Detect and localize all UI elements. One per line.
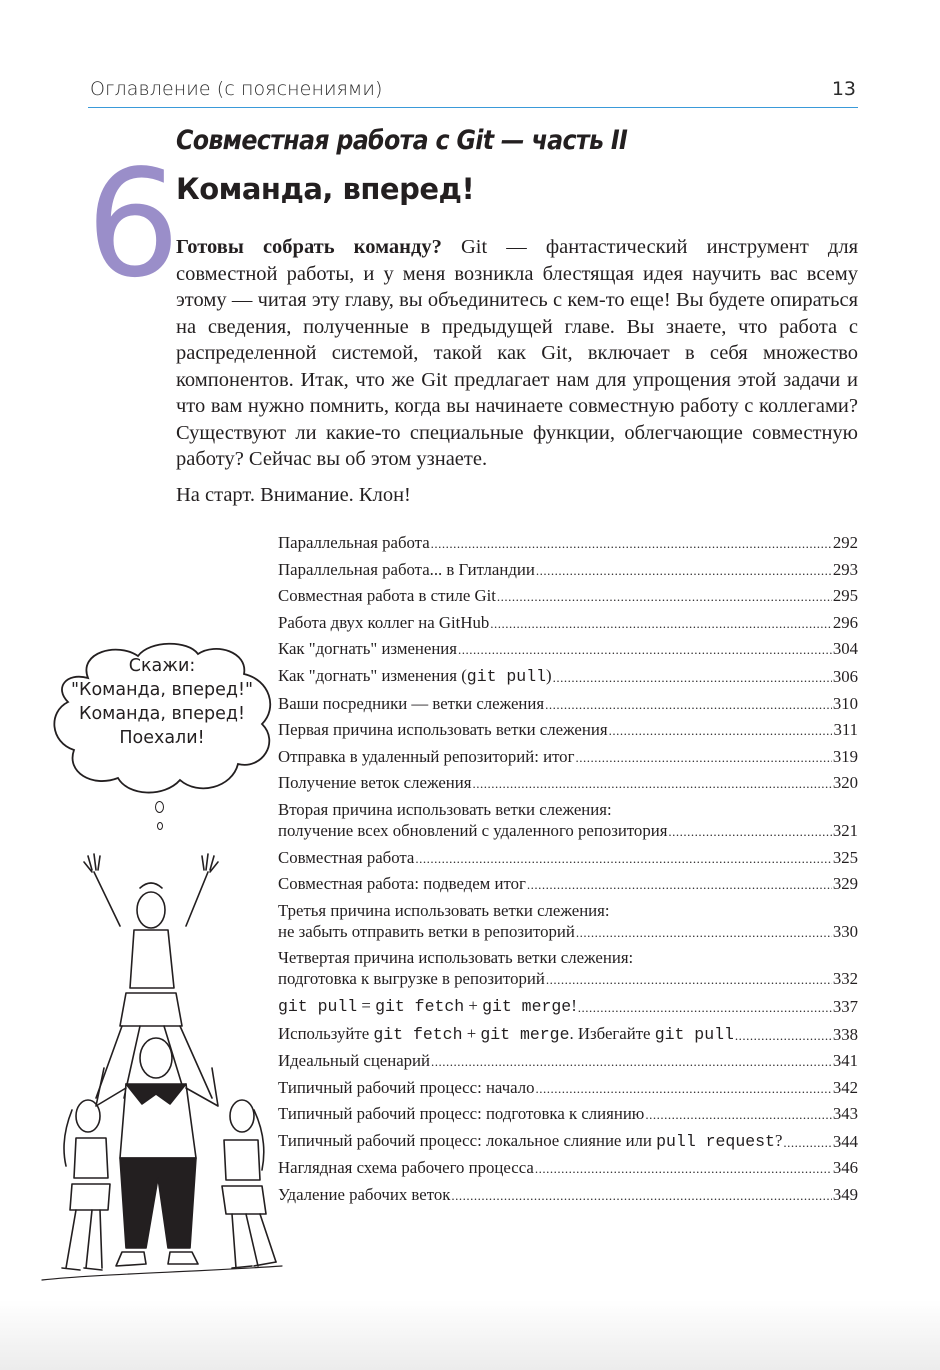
cheerleaders-illustration xyxy=(36,848,286,1288)
toc-entry[interactable] xyxy=(278,1157,858,1178)
thought-dot-icon xyxy=(157,822,163,830)
toc-page-number: 342 xyxy=(832,1077,858,1097)
toc-dot-leader xyxy=(545,696,832,714)
toc-entry-label-line1: Вторая причина использовать ветки слежения: xyxy=(278,799,612,819)
toc-entry-label: Совместная работа: подведем итог xyxy=(278,874,526,894)
toc-entry[interactable] xyxy=(278,1103,858,1124)
toc-entry-label: Как "догнать" изменения xyxy=(278,639,458,659)
toc-entry-label: не забыть отправить ветки в репозиторий xyxy=(278,921,575,941)
toc-dot-leader xyxy=(578,999,832,1017)
toc-entry[interactable] xyxy=(278,1023,858,1045)
toc-entry[interactable] xyxy=(278,1130,858,1152)
bubble-line: Скажи: xyxy=(128,656,196,676)
label-fragment: Используйте xyxy=(278,1023,374,1043)
toc-page-number: 295 xyxy=(832,586,858,606)
page-number: 13 xyxy=(831,78,856,100)
toc-page-number: 332 xyxy=(832,969,858,989)
toc-dot-leader xyxy=(645,1106,831,1124)
toc-dot-leader xyxy=(576,924,832,942)
chapter-title: Команда, вперед! xyxy=(176,172,475,206)
label-fragment: ! xyxy=(571,995,577,1015)
label-fragment: ? xyxy=(774,1130,783,1150)
running-header-title: Оглавление (с пояснениями) xyxy=(90,78,383,100)
toc-entry-label: Удаление рабочих веток xyxy=(278,1185,451,1205)
toc-dot-leader xyxy=(472,775,831,793)
toc-entry-label: Ваши посредники — ветки слежения xyxy=(278,693,545,713)
toc-dot-leader xyxy=(415,850,831,868)
toc-entry[interactable] xyxy=(278,532,858,553)
toc-dot-leader xyxy=(783,1134,831,1152)
chapter-number: 6 xyxy=(86,138,181,310)
toc-entry[interactable] xyxy=(278,799,858,841)
toc-page-number: 293 xyxy=(832,559,858,579)
label-fragment: + xyxy=(462,1023,481,1043)
toc-entry[interactable] xyxy=(278,1077,858,1098)
toc-entry[interactable] xyxy=(278,612,858,633)
toc-entry-label: Работа двух коллег на GitHub xyxy=(278,612,490,632)
toc-entry[interactable] xyxy=(278,947,858,989)
toc-dot-leader xyxy=(497,588,832,606)
toc-entry-label: Первая причина использовать ветки слежения xyxy=(278,720,608,740)
toc-entry-label: Совместная работа в стиле Git xyxy=(278,586,496,606)
intro-body: Git — фантастический инструмент для совместной работы, и у меня возникла блестящая идея научить вас всему этому — читая эту главу, вы объединитесь с кем-то еще! Вы будете опираться на сведения, полученные в предыдущей главе. Вы знаете, что работа с распределенной системой, такой как Git, включает в себя множество компонентов. Итак, что же Git предлагает нам для упрощения этой задачи и что вам нужно помнить, когда вы начинаете совместную работу с коллегами? Существуют ли какие-то специальные функции, облегчающие совместную работу? Сейчас вы об этом узнаете. xyxy=(176,236,858,470)
toc-dot-leader xyxy=(535,1160,832,1178)
toc-dot-leader xyxy=(546,971,832,989)
bubble-line: "Команда, вперед!" xyxy=(70,680,254,700)
toc-entry[interactable] xyxy=(278,772,858,793)
toc-page-number: 338 xyxy=(832,1024,858,1044)
code-fragment: pull request xyxy=(656,1131,775,1151)
toc-dot-leader xyxy=(527,876,832,894)
code-fragment: git merge xyxy=(482,996,572,1016)
label-fragment: = xyxy=(357,995,376,1015)
toc-dot-leader xyxy=(458,641,832,659)
toc-dot-leader xyxy=(536,1080,832,1098)
toc-entry-label-line1: Третья причина использовать ветки слежения: xyxy=(278,900,610,920)
toc-dot-leader xyxy=(490,615,832,633)
toc-page-number: 337 xyxy=(832,996,858,1016)
toc-dot-leader xyxy=(553,669,832,687)
chapter-intro xyxy=(176,234,858,473)
toc-page-number: 325 xyxy=(832,847,858,867)
table-of-contents xyxy=(278,532,858,1211)
label-fragment: Типичный рабочий процесс: локальное слияние или xyxy=(278,1130,657,1150)
code-fragment: git pull xyxy=(278,996,358,1016)
toc-entry-label: Совместная работа xyxy=(278,847,415,867)
toc-page-number: 329 xyxy=(832,874,858,894)
bubble-line: Поехали! xyxy=(119,728,205,748)
toc-entry[interactable] xyxy=(278,559,858,580)
toc-dot-leader xyxy=(431,1053,832,1071)
toc-entry[interactable] xyxy=(278,693,858,714)
label-fragment: + xyxy=(464,995,483,1015)
toc-entry-label xyxy=(278,1023,734,1045)
code-fragment: git fetch xyxy=(373,1024,463,1044)
toc-entry[interactable] xyxy=(278,1184,858,1205)
intro-tagline: На старт. Внимание. Клон! xyxy=(176,484,411,506)
toc-dot-leader xyxy=(609,722,833,740)
toc-entry-label: Параллельная работа... в Гитландии xyxy=(278,559,535,579)
page-bottom-shadow xyxy=(0,1300,940,1370)
toc-page-number: 341 xyxy=(832,1051,858,1071)
toc-entry[interactable] xyxy=(278,665,858,687)
toc-page-number: 344 xyxy=(832,1131,858,1151)
label-fragment: ) xyxy=(546,665,552,685)
label-fragment: . Избегайте xyxy=(569,1023,655,1043)
toc-entry[interactable] xyxy=(278,719,858,740)
toc-entry-label xyxy=(278,665,552,687)
label-fragment: Как "догнать" изменения ( xyxy=(278,665,467,685)
toc-dot-leader xyxy=(668,823,831,841)
code-fragment: git pull xyxy=(654,1024,734,1044)
toc-entry[interactable] xyxy=(278,638,858,659)
toc-page-number: 346 xyxy=(832,1158,858,1178)
code-fragment: git merge xyxy=(480,1024,570,1044)
speech-bubble-text xyxy=(48,654,276,750)
toc-page-number: 296 xyxy=(832,612,858,632)
toc-entry[interactable] xyxy=(278,1050,858,1071)
toc-entry-label-line1: Четвертая причина использовать ветки слежения: xyxy=(278,948,634,968)
toc-entry-label: Параллельная работа xyxy=(278,533,430,552)
toc-page-number: 319 xyxy=(832,746,858,766)
intro-lead: Готовы собрать команду? xyxy=(176,236,442,258)
chapter-part-title: Совместная работа с Git — часть II xyxy=(176,125,628,156)
toc-entry-label: Типичный рабочий процесс: подготовка к слиянию xyxy=(278,1104,645,1124)
toc-page-number: 311 xyxy=(833,720,858,740)
toc-dot-leader xyxy=(575,749,831,767)
toc-entry[interactable] xyxy=(278,847,858,868)
toc-entry-label: Наглядная схема рабочего процесса xyxy=(278,1158,534,1178)
toc-entry-label: Идеальный сценарий xyxy=(278,1051,431,1071)
bubble-line: Команда, вперед! xyxy=(79,704,245,724)
toc-entry[interactable] xyxy=(278,873,858,894)
toc-page-number: 349 xyxy=(832,1185,858,1205)
toc-dot-leader xyxy=(451,1187,831,1205)
toc-entry-label: подготовка к выгрузке в репозиторий xyxy=(278,969,545,989)
code-fragment: git pull xyxy=(466,666,547,686)
toc-entry-label: получение всех обновлений с удаленного репозитория xyxy=(278,820,668,840)
toc-entry[interactable] xyxy=(278,995,858,1017)
toc-entry-label xyxy=(278,995,577,1017)
toc-dot-leader xyxy=(431,535,832,553)
toc-entry[interactable] xyxy=(278,585,858,606)
toc-page-number: 292 xyxy=(832,533,858,552)
speech-bubble xyxy=(48,638,276,803)
toc-dot-leader xyxy=(536,562,832,580)
toc-entry[interactable] xyxy=(278,900,858,942)
toc-entry[interactable] xyxy=(278,746,858,767)
toc-entry-label: Отправка в удаленный репозиторий: итог xyxy=(278,746,575,766)
toc-page-number: 330 xyxy=(832,921,858,941)
running-header xyxy=(88,78,858,108)
thought-dot-icon xyxy=(155,801,164,813)
code-fragment: git fetch xyxy=(375,996,465,1016)
toc-page-number: 320 xyxy=(832,773,858,793)
toc-page-number: 306 xyxy=(832,666,858,686)
toc-page-number: 343 xyxy=(832,1104,858,1124)
toc-page-number: 310 xyxy=(832,693,858,713)
toc-entry-label: Типичный рабочий процесс: начало xyxy=(278,1077,535,1097)
toc-entry-label: Получение веток слежения xyxy=(278,773,472,793)
toc-dot-leader xyxy=(735,1027,832,1045)
toc-page-number: 304 xyxy=(832,639,858,659)
toc-page-number: 321 xyxy=(832,820,858,840)
toc-entry-label xyxy=(278,1130,782,1152)
